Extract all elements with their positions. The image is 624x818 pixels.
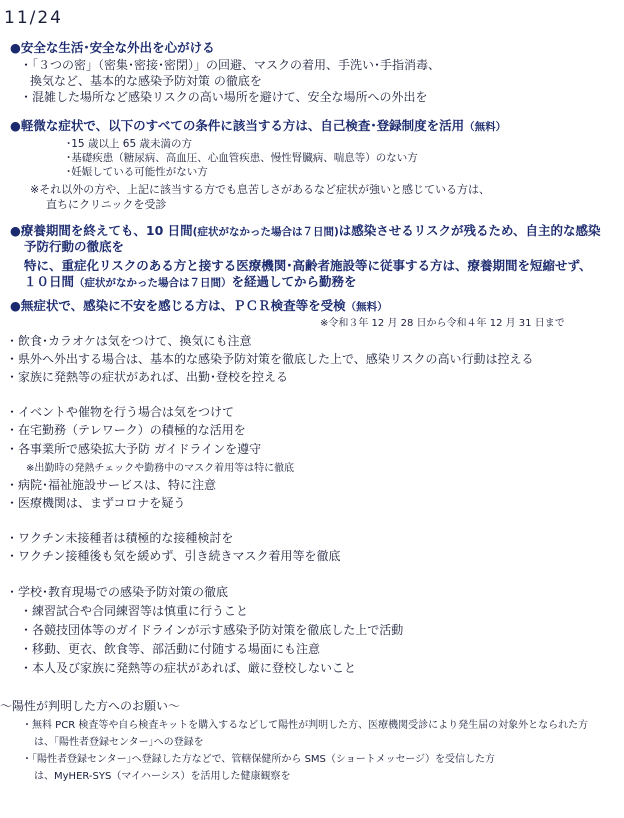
list-item-business-guideline: ・各事業所で感染拡大予防 ガイドラインを遵守	[6, 442, 262, 456]
positive-item-registration: ・無料 PCR 検査等や自ら検査キットを購入するなどして陽性が判明した方、医療機関受診により発生届の対象外となられた方	[22, 720, 589, 731]
medical-workers-tail: を経過してから勤務を	[231, 274, 357, 289]
positive-cases-heading: ～陽性が判明した方へのお願い～	[0, 699, 181, 713]
condition-no-disease: ･基礎疾患（糖尿病、高血圧、心血管疾患、慢性腎臓病、喘息等）のない方	[66, 152, 418, 164]
positive-item-registration-cont: は、｢陽性者登録センター｣への登録を	[34, 737, 204, 748]
list-item-unvaccinated: ・ワクチン未接種者は積極的な接種検討を	[6, 531, 234, 545]
list-item-family-fever: ・家族に発熱等の症状があれば、出勤･登校を控える	[6, 370, 289, 384]
list-item-school: ・学校･教育現場での感染予防対策の徹底	[6, 585, 229, 599]
list-item-hospital-welfare: ・病院･福祉施設サービスは、特に注意	[6, 478, 217, 492]
section-self-test-note: ※それ以外の方や、上記に該当する方でも息苦しさがあるなど症状が強いと感じている方は、	[30, 183, 490, 196]
list-item-medical-institution: ・医療機関は、まずコロナを疑う	[6, 496, 186, 510]
positive-item-sms-cont: は、MyHER-SYS（マイハーシス）を活用した健康観察を	[34, 771, 291, 782]
condition-not-pregnant: ･妊娠している可能性がない方	[66, 166, 208, 178]
section-pcr-free-label: （無料）	[345, 301, 388, 313]
section-safe-life-item-1: ・｢３つの密｣（密集･密接･密閉）」の回避、マスクの着用、手洗い･手指消毒、	[20, 58, 441, 72]
positive-item-sms: ・｢陽性者登録センター｣へ登録した方などで、管轄保健所から SMS（ショートメッセージ）を受信した方	[22, 754, 496, 765]
after-recovery-paren: (症状がなかった場合は７日間)	[192, 226, 339, 238]
section-medical-workers-cont	[24, 272, 357, 290]
section-safe-life-heading: ●安全な生活･安全な外出を心がける	[10, 40, 215, 55]
list-item-sports-guideline: ・各競技団体等のガイドラインが示す感染予防対策を徹底した上で活動	[20, 623, 404, 637]
section-after-recovery-cont: 予防行動の徹底を	[24, 239, 125, 254]
list-item-vaccinated: ・ワクチン接種後も気を緩めず、引き続きマスク着用等を徹底	[6, 549, 341, 563]
list-item-telework: ・在宅勤務（テレワーク）の積極的な活用を	[6, 423, 246, 437]
list-item-events: ・イベントや催物を行う場合は気をつけて	[6, 405, 235, 419]
section-self-test-free-label: （無料）	[464, 121, 507, 133]
section-medical-workers: 特に、重症化リスクのある方と接する医療機関･高齢者施設等に従事する方は、療養期間を短縮せず、	[24, 258, 592, 273]
after-recovery-text-1: ●療養期間を終えても、10 日間	[10, 223, 193, 238]
section-pcr-heading-text: ●無症状で、感染に不安を感じる方は、ＰＣＲ検査等を受検	[10, 298, 346, 313]
date-heading: 11/24	[4, 8, 63, 28]
section-self-test-heading-text: ●軽微な症状で、以下のすべての条件に該当する方は、自己検査･登録制度を活用	[10, 118, 465, 133]
after-recovery-text-2: は感染させるリスクが残るため、自主的な感染	[338, 223, 601, 238]
condition-age: ･15 歳以上 65 歳未満の方	[66, 138, 192, 150]
list-item-no-school-if-fever: ・本人及び家族に発熱等の症状があれば、厳に登校しないこと	[20, 661, 357, 675]
medical-workers-days: １０日間	[24, 274, 75, 289]
section-pcr-period-note: ※令和３年 12 月 28 日から令和４年 12 月 31 日まで	[320, 318, 565, 329]
list-item-club-activities: ・移動、更衣、飲食等、部活動に付随する場面にも注意	[20, 642, 321, 656]
list-item-outside-prefecture: ・県外へ外出する場合は、基本的な感染予防対策を徹底した上で、感染リスクの高い行動は控える	[6, 352, 534, 366]
medical-workers-paren: （症状がなかった場合は７日間）	[74, 277, 232, 289]
list-item-practice-games: ・練習試合や合同練習等は慎重に行うこと	[20, 604, 249, 618]
section-pcr-heading	[10, 296, 388, 314]
list-item-business-note: ※出勤時の発熱チェックや勤務中のマスク着用等は特に徹底	[26, 463, 295, 474]
list-item-eating-karaoke: ・飲食･カラオケは気をつけて、換気にも注意	[6, 334, 252, 348]
section-safe-life-item-1-cont: 換気など、基本的な感染予防対策 の徹底を	[30, 74, 262, 88]
section-self-test-note-cont: 直ちにクリニックを受診	[46, 198, 167, 211]
section-safe-life-item-2: ・混雑した場所など感染リスクの高い場所を避けて、安全な場所への外出を	[20, 90, 428, 104]
section-self-test-heading	[10, 116, 506, 134]
